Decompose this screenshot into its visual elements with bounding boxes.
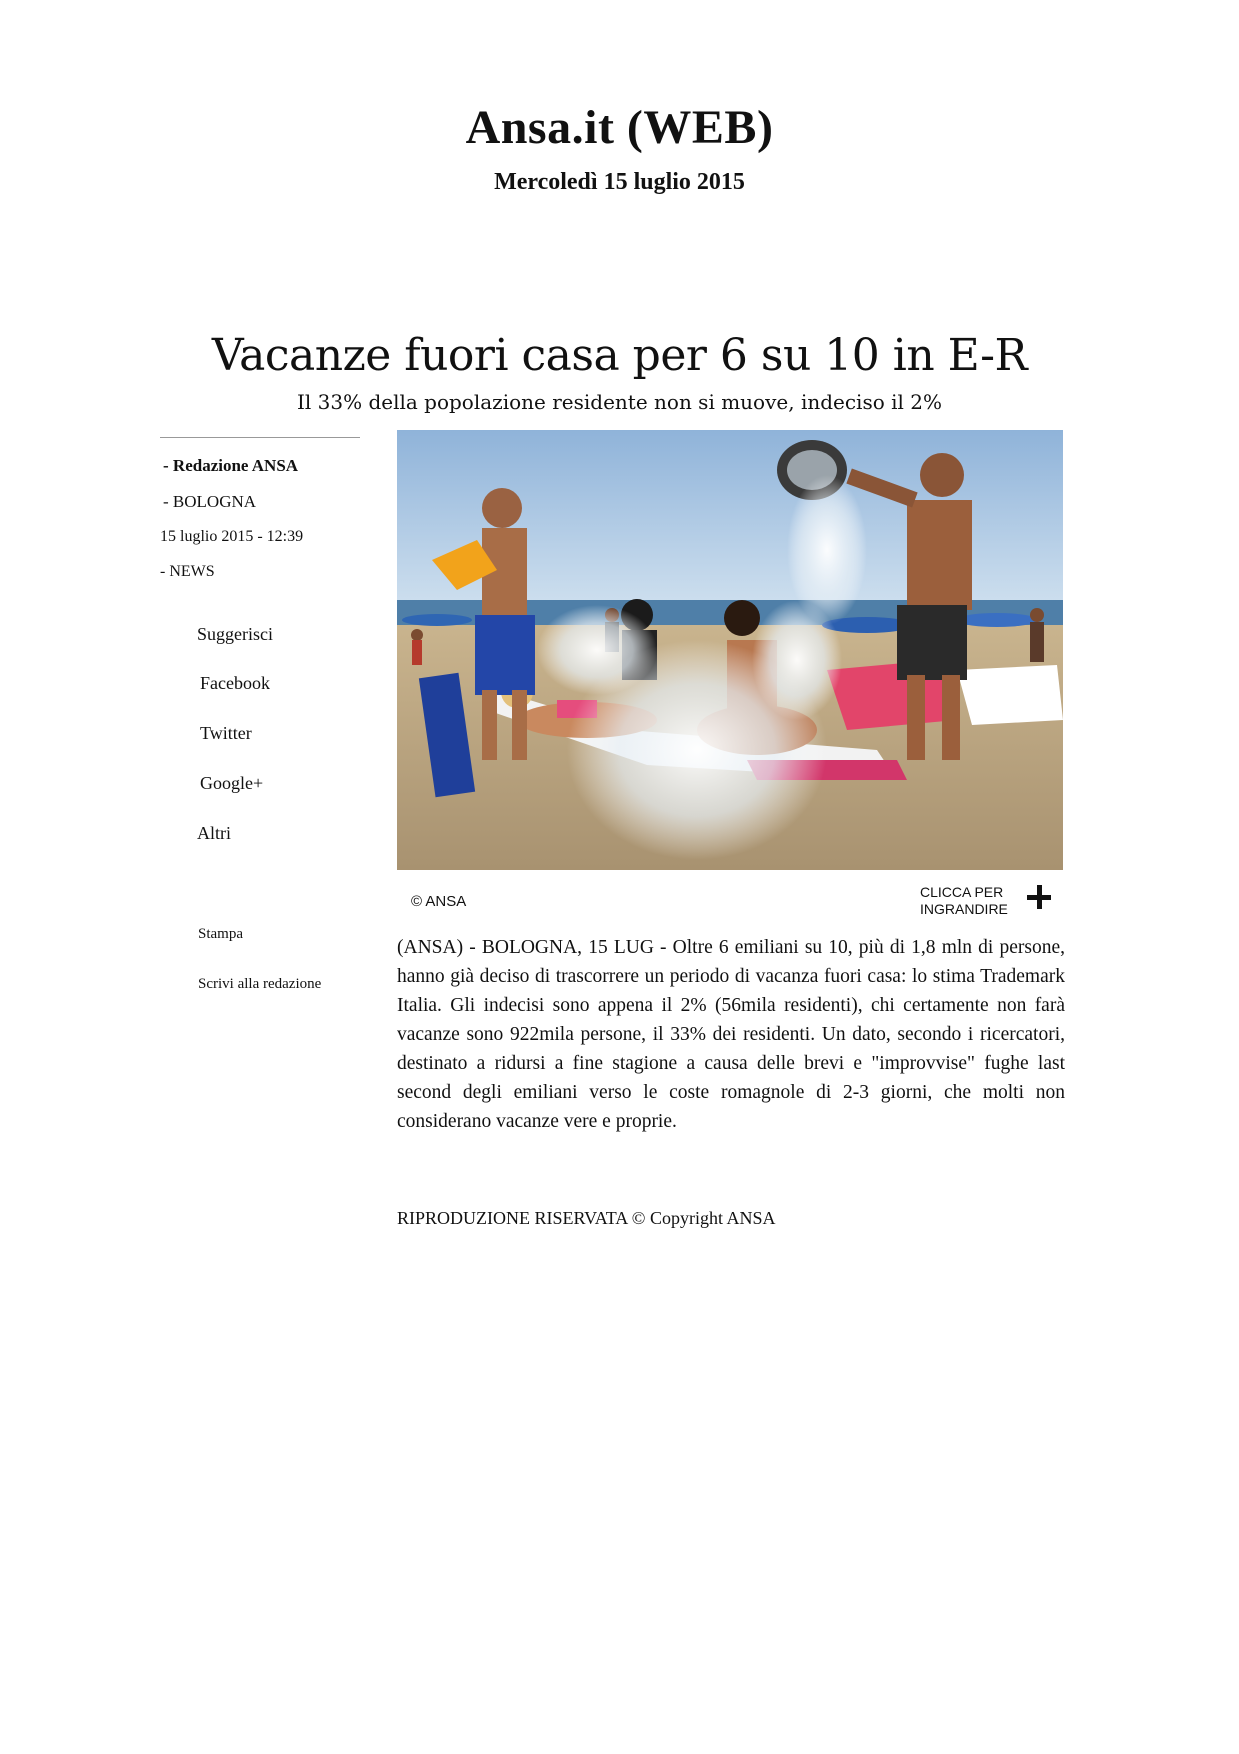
sidebar-divider <box>160 437 360 438</box>
plus-icon[interactable] <box>1027 885 1053 911</box>
print-link[interactable]: Stampa <box>198 926 243 942</box>
publication-date: Mercoledì 15 luglio 2015 <box>494 169 745 195</box>
share-twitter-link[interactable]: Twitter <box>200 723 252 743</box>
share-altri-link[interactable]: Altri <box>197 823 231 843</box>
share-suggerisci-link[interactable]: Suggerisci <box>197 624 273 644</box>
enlarge-label-line2: INGRANDIRE <box>920 901 1008 917</box>
article-photo[interactable] <box>397 430 1063 870</box>
byline-datetime: 15 luglio 2015 - 12:39 <box>160 528 304 545</box>
beach-photo-image <box>397 430 1063 870</box>
byline-city: - BOLOGNA <box>163 492 257 511</box>
enlarge-label-line1: CLICCA PER <box>920 884 1004 900</box>
byline-author: - Redazione ANSA <box>163 456 299 475</box>
enlarge-photo-label[interactable] <box>920 884 1008 918</box>
photo-credit: © ANSA <box>411 893 467 910</box>
write-to-editors-link[interactable]: Scrivi alla redazione <box>198 976 322 992</box>
article-body: (ANSA) - BOLOGNA, 15 LUG - Oltre 6 emiliani su 10, più di 1,8 mln di persone, hanno già deciso di trascorrere un periodo di vacanza fuori casa: lo stima Trademark Italia. Gli indecisi sono appena il 2% (56mila residenti), chi certamente non farà vacanze sono 922mila persone, il 33% dei residenti. Un dato, secondo i ricercatori, destinato a ridursi a fine stagione a causa delle brevi e "improvvise" fughe last second degli emiliani verso le coste romagnole di 2-3 giorni, che molti non considerano vacanze vere e proprie. <box>397 937 1065 1132</box>
article-headline: Vacanze fuori casa per 6 su 10 in E-R <box>211 330 1028 381</box>
publication-name: Ansa.it (WEB) <box>465 101 774 154</box>
share-googleplus-link[interactable]: Google+ <box>200 773 264 793</box>
byline-section: - NEWS <box>160 563 215 580</box>
share-facebook-link[interactable]: Facebook <box>200 673 270 693</box>
article-subheadline: Il 33% della popolazione residente non si muove, indeciso il 2% <box>296 390 942 414</box>
copyright-notice: RIPRODUZIONE RISERVATA © Copyright ANSA <box>397 1208 776 1228</box>
masthead <box>0 100 1239 196</box>
